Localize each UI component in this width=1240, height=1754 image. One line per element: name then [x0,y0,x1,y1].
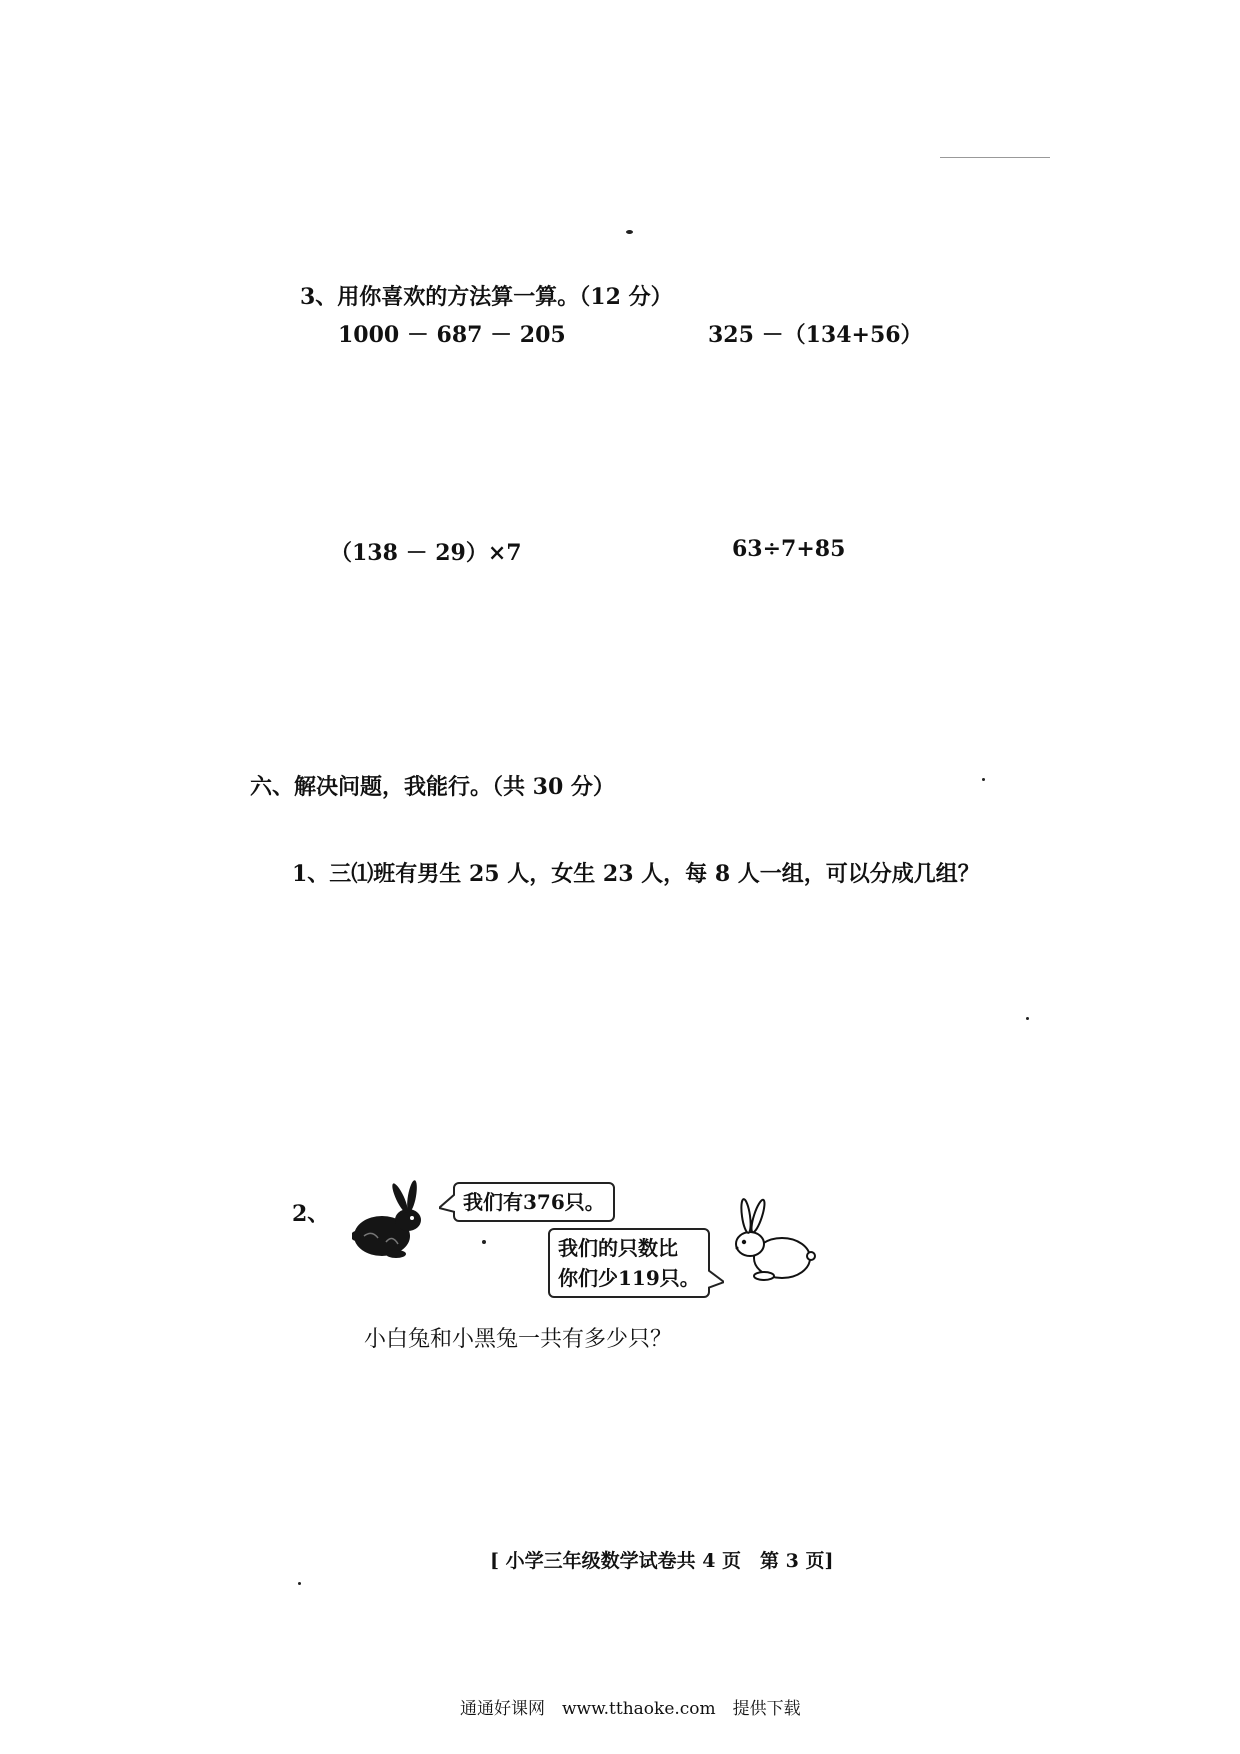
section6-title: 六、解决问题，我能行。（共 30 分） [250,774,615,800]
expression-4: 63÷7+85 [732,536,846,562]
speech-text-white-rabbit-line2: 你们少119只。 [558,1266,700,1290]
problem-2-question: 小白兔和小黑兔一共有多少只？ [364,1327,673,1352]
problem-1: 1、三⑴班有男生 25 人，女生 23 人，每 8 人一组，可以分成几组？ [292,861,980,887]
speech-text-white-rabbit-line1: 我们的只数比 [558,1236,678,1260]
scan-speck [626,230,633,234]
expression-3: （138 － 29）×7 [330,540,522,566]
problem-2-number: 2、 [292,1201,330,1227]
scan-speck [982,778,985,781]
expression-1: 1000 － 687 － 205 [338,322,566,348]
expression-2: 325 －（134+56） [708,322,923,348]
speech-text-black-rabbit: 我们有376只。 [463,1190,605,1214]
scan-speck [1026,1017,1029,1020]
top-right-rule [940,157,1050,158]
black-rabbit-illustration [352,1180,432,1260]
scan-speck [482,1240,486,1244]
scan-speck [298,1582,301,1585]
speech-bubble-tail [708,1268,724,1290]
page-info: [ 小学三年级数学试卷共 4 页 第 3 页] [490,1550,834,1572]
white-rabbit-illustration [724,1198,816,1284]
source-line: 通通好课网 www.tthaoke.com 提供下载 [460,1699,801,1719]
speech-bubble-white-rabbit [548,1228,710,1298]
speech-bubble-tail [439,1192,455,1214]
q3-title: 3、用你喜欢的方法算一算。（12 分） [300,284,673,310]
speech-bubble-black-rabbit [453,1182,615,1222]
